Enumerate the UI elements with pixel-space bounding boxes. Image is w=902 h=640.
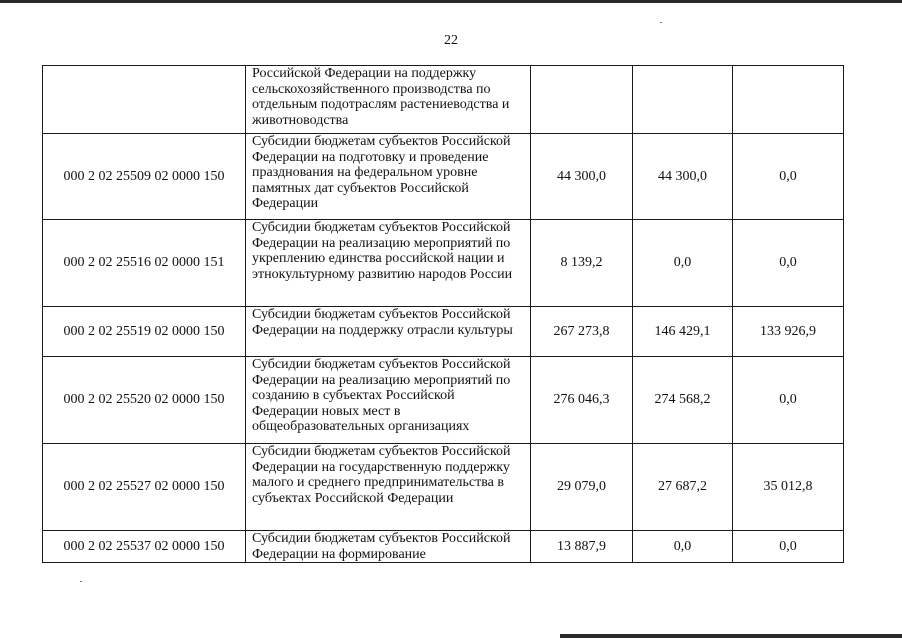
- description-cell: Субсидии бюджетам субъектов Российской Федерации на подготовку и проведение празднования на федеральном уровне памятных дат субъектов Российской Федерации: [246, 134, 531, 220]
- amount-cell-3: 0,0: [733, 531, 844, 563]
- page-number: 22: [444, 33, 458, 48]
- amount-cell-3: [733, 66, 844, 134]
- description-cell: Российской Федерации на поддержку сельскохозяйственного производства по отдельным подотраслям растениеводства и животноводства: [246, 66, 531, 134]
- amount-cell-3: 133 926,9: [733, 307, 844, 357]
- budget-code-cell: 000 2 02 25509 02 0000 150: [43, 134, 246, 220]
- table-row: [43, 307, 844, 357]
- amount-cell-1: 8 139,2: [531, 220, 633, 307]
- scan-speck: [80, 581, 82, 582]
- table-row: [43, 357, 844, 444]
- description-cell: Субсидии бюджетам субъектов Российской Федерации на государственную поддержку малого и среднего предпринимательства в субъектах Российской Федерации: [246, 444, 531, 531]
- table-row: [43, 134, 844, 220]
- amount-cell-2: 146 429,1: [633, 307, 733, 357]
- amount-cell-1: 267 273,8: [531, 307, 633, 357]
- table-row: [43, 66, 844, 134]
- amount-cell-2: 27 687,2: [633, 444, 733, 531]
- scan-edge-bottom: [560, 634, 902, 638]
- amount-cell-3: 35 012,8: [733, 444, 844, 531]
- description-cell: Субсидии бюджетам субъектов Российской Федерации на реализацию мероприятий по укреплению единства российской нации и этнокультурному развитию народов России: [246, 220, 531, 307]
- description-cell: Субсидии бюджетам субъектов Российской Федерации на формирование: [246, 531, 531, 563]
- budget-code-cell: [43, 66, 246, 134]
- amount-cell-2: [633, 66, 733, 134]
- amount-cell-2: 0,0: [633, 220, 733, 307]
- budget-code-cell: 000 2 02 25516 02 0000 151: [43, 220, 246, 307]
- amount-cell-2: 0,0: [633, 531, 733, 563]
- table-row: [43, 220, 844, 307]
- budget-code-cell: 000 2 02 25527 02 0000 150: [43, 444, 246, 531]
- amount-cell-1: 44 300,0: [531, 134, 633, 220]
- description-cell: Субсидии бюджетам субъектов Российской Федерации на поддержку отрасли культуры: [246, 307, 531, 357]
- amount-cell-1: 13 887,9: [531, 531, 633, 563]
- description-cell: Субсидии бюджетам субъектов Российской Федерации на реализацию мероприятий по созданию в субъектах Российской Федерации новых мест в общеобразовательных организациях: [246, 357, 531, 444]
- amount-cell-2: 274 568,2: [633, 357, 733, 444]
- budget-table: [42, 65, 844, 563]
- budget-code-cell: 000 2 02 25519 02 0000 150: [43, 307, 246, 357]
- scan-speck: [660, 22, 662, 23]
- table-row: [43, 531, 844, 563]
- scan-edge-top: [0, 0, 902, 3]
- amount-cell-1: [531, 66, 633, 134]
- amount-cell-1: 276 046,3: [531, 357, 633, 444]
- amount-cell-3: 0,0: [733, 220, 844, 307]
- amount-cell-1: 29 079,0: [531, 444, 633, 531]
- table-row: [43, 444, 844, 531]
- amount-cell-3: 0,0: [733, 357, 844, 444]
- budget-code-cell: 000 2 02 25520 02 0000 150: [43, 357, 246, 444]
- amount-cell-3: 0,0: [733, 134, 844, 220]
- budget-code-cell: 000 2 02 25537 02 0000 150: [43, 531, 246, 563]
- amount-cell-2: 44 300,0: [633, 134, 733, 220]
